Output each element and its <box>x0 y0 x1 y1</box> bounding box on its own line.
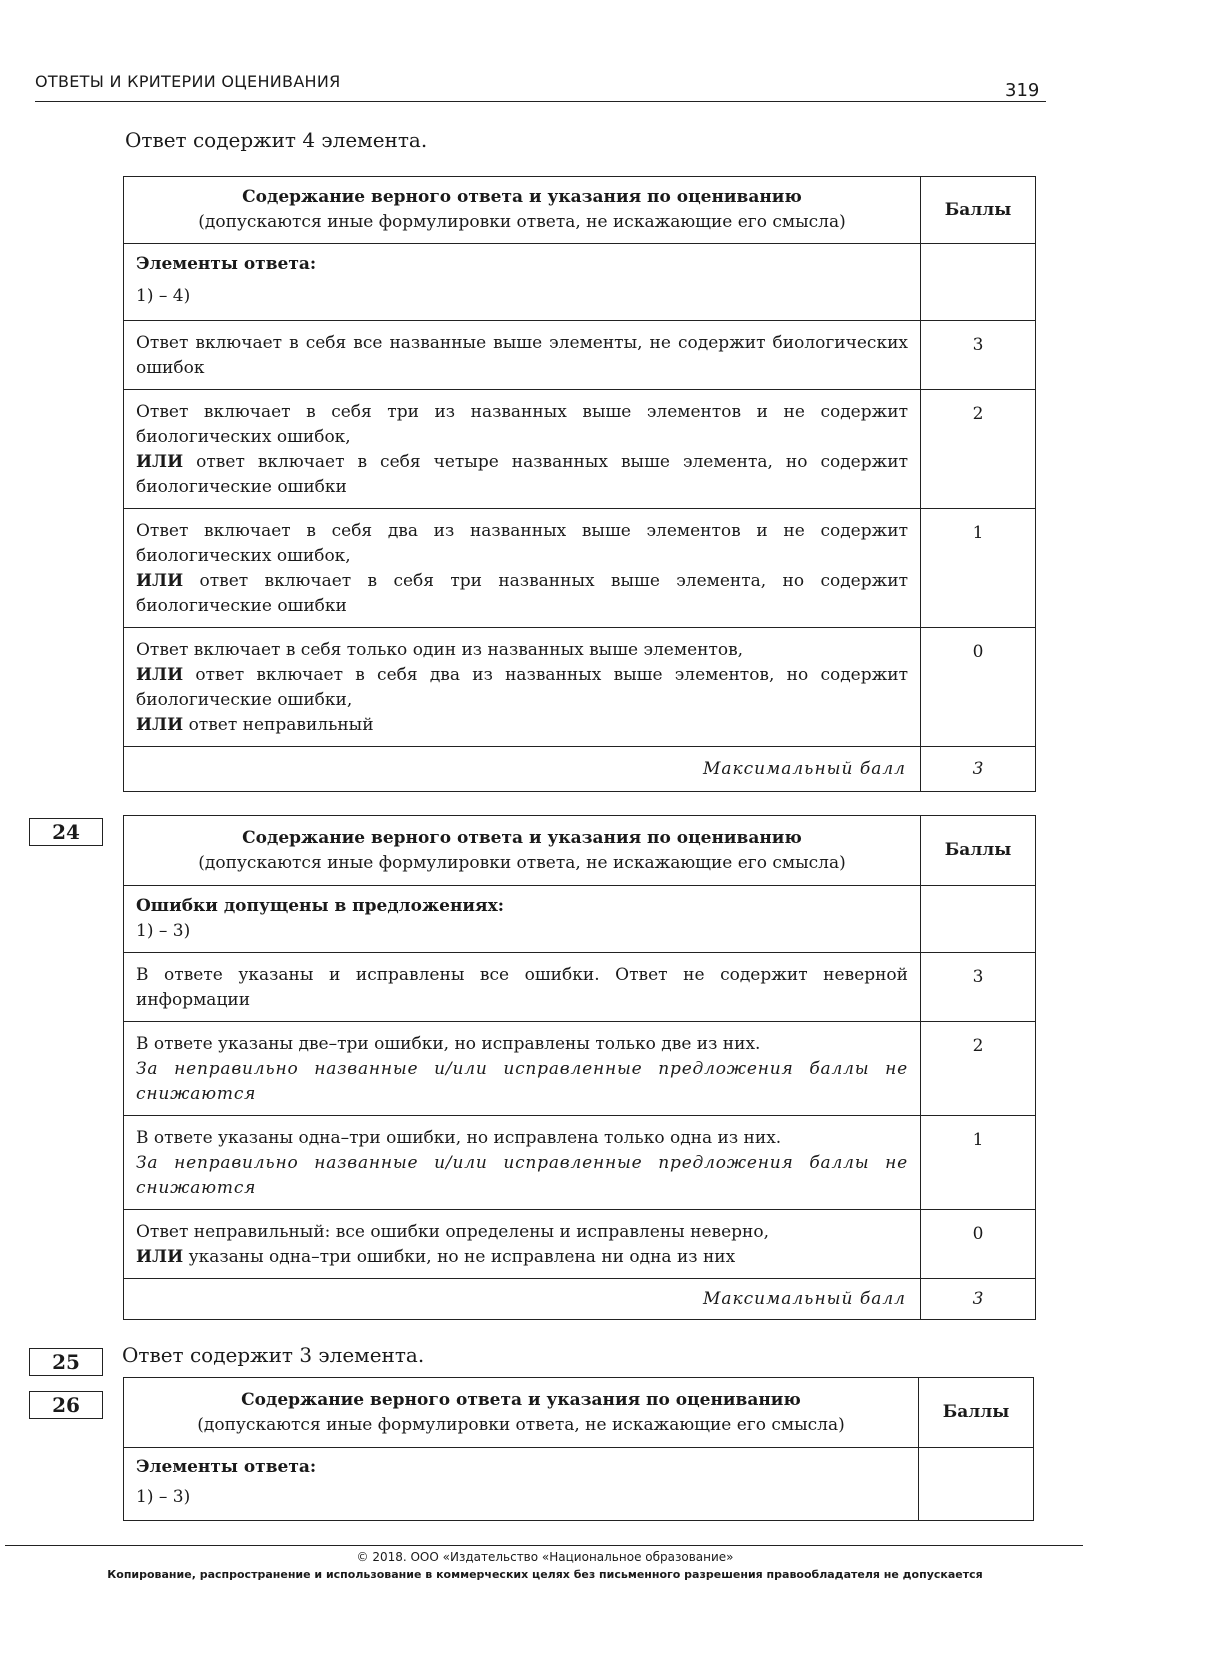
content-header: Содержание верного ответа и указания по оцениванию (допускаются иные формулировки ответа, не искажающие его смысла) <box>124 816 921 886</box>
table-row: Ответ неправильный: все ошибки определены и исправлены неверно, ИЛИ указаны одна–три ошибки, но не исправлена ни одна из них 0 <box>124 1210 1036 1279</box>
score-value: 2 <box>921 1022 1036 1116</box>
max-score-row <box>124 1279 1036 1320</box>
criteria-table-23 <box>123 176 1036 792</box>
score-value: 1 <box>921 1116 1036 1210</box>
max-score-label: Максимальный балл <box>124 1279 921 1320</box>
page-number: 319 <box>1005 80 1040 101</box>
footer-rule <box>5 1545 1083 1546</box>
table-row: В ответе указаны одна–три ошибки, но исправлена только одна из них. За неправильно названные и/или исправленные предложения баллы не снижаются 1 <box>124 1116 1036 1210</box>
criteria-table-24 <box>123 815 1036 1320</box>
table-row: Ответ включает в себя все названные выше элементы, не содержит биологических ошибок 3 <box>124 321 1036 390</box>
running-header: ОТВЕТЫ И КРИТЕРИИ ОЦЕНИВАНИЯ <box>35 72 341 91</box>
max-score-value: 3 <box>921 747 1036 792</box>
intro-task-23: Ответ содержит 4 элемента. <box>125 128 428 152</box>
score-header: Баллы <box>921 816 1036 886</box>
score-value: 1 <box>921 509 1036 628</box>
score-value: 3 <box>921 953 1036 1022</box>
max-score-label: Максимальный балл <box>124 747 921 792</box>
score-value: 3 <box>921 321 1036 390</box>
score-value: 2 <box>921 390 1036 509</box>
elements-row <box>124 244 1036 321</box>
max-score-row <box>124 747 1036 792</box>
table-header-row <box>124 177 1036 244</box>
score-header: Баллы <box>921 177 1036 244</box>
task-number-26: 26 <box>29 1391 103 1419</box>
task-number-25: 25 <box>29 1348 103 1376</box>
header-rule <box>35 101 1046 102</box>
table-header-row <box>124 816 1036 886</box>
elements-row <box>124 886 1036 953</box>
table-row: Ответ включает в себя только один из названных выше элементов, ИЛИ ответ включает в себя два из названных выше элементов, но содержит биологические ошибки, ИЛИ ответ неправильный 0 <box>124 628 1036 747</box>
table-row: Ответ включает в себя два из названных выше элементов и не содержит биологических ошибок, ИЛИ ответ включает в себя три названных выше элемента, но содержит биологические ошибки 1 <box>124 509 1036 628</box>
table-row: В ответе указаны две–три ошибки, но исправлены только две из них. За неправильно названные и/или исправленные предложения баллы не снижаются 2 <box>124 1022 1036 1116</box>
table-row: В ответе указаны и исправлены все ошибки. Ответ не содержит неверной информации 3 <box>124 953 1036 1022</box>
table-header-row <box>124 1378 1034 1448</box>
table-row: Ответ включает в себя три из названных выше элементов и не содержит биологических ошибок, ИЛИ ответ включает в себя четыре названных выше элемента, но содержит биологические ошибки 2 <box>124 390 1036 509</box>
elements-cell: Элементы ответа: 1) – 3) <box>124 1448 919 1521</box>
elements-row <box>124 1448 1034 1521</box>
criteria-table-26 <box>123 1377 1034 1521</box>
content-header: Содержание верного ответа и указания по оцениванию (допускаются иные формулировки ответа, не искажающие его смысла) <box>124 1378 919 1448</box>
score-header: Баллы <box>919 1378 1034 1448</box>
footer-notice: Копирование, распространение и использование в коммерческих целях без письменного разрешения правообладателя не допускается <box>107 1568 983 1581</box>
elements-cell: Элементы ответа: 1) – 4) <box>124 244 921 321</box>
content-header: Содержание верного ответа и указания по оцениванию (допускаются иные формулировки ответа, не искажающие его смысла) <box>124 177 921 244</box>
intro-task-25: Ответ содержит 3 элемента. <box>122 1343 425 1367</box>
score-value: 0 <box>921 1210 1036 1279</box>
score-value: 0 <box>921 628 1036 747</box>
footer-copyright: © 2018. ООО «Издательство «Национальное образование» <box>356 1550 734 1564</box>
max-score-value: 3 <box>921 1279 1036 1320</box>
task-number-24: 24 <box>29 818 103 846</box>
elements-cell: Ошибки допущены в предложениях: 1) – 3) <box>124 886 921 953</box>
